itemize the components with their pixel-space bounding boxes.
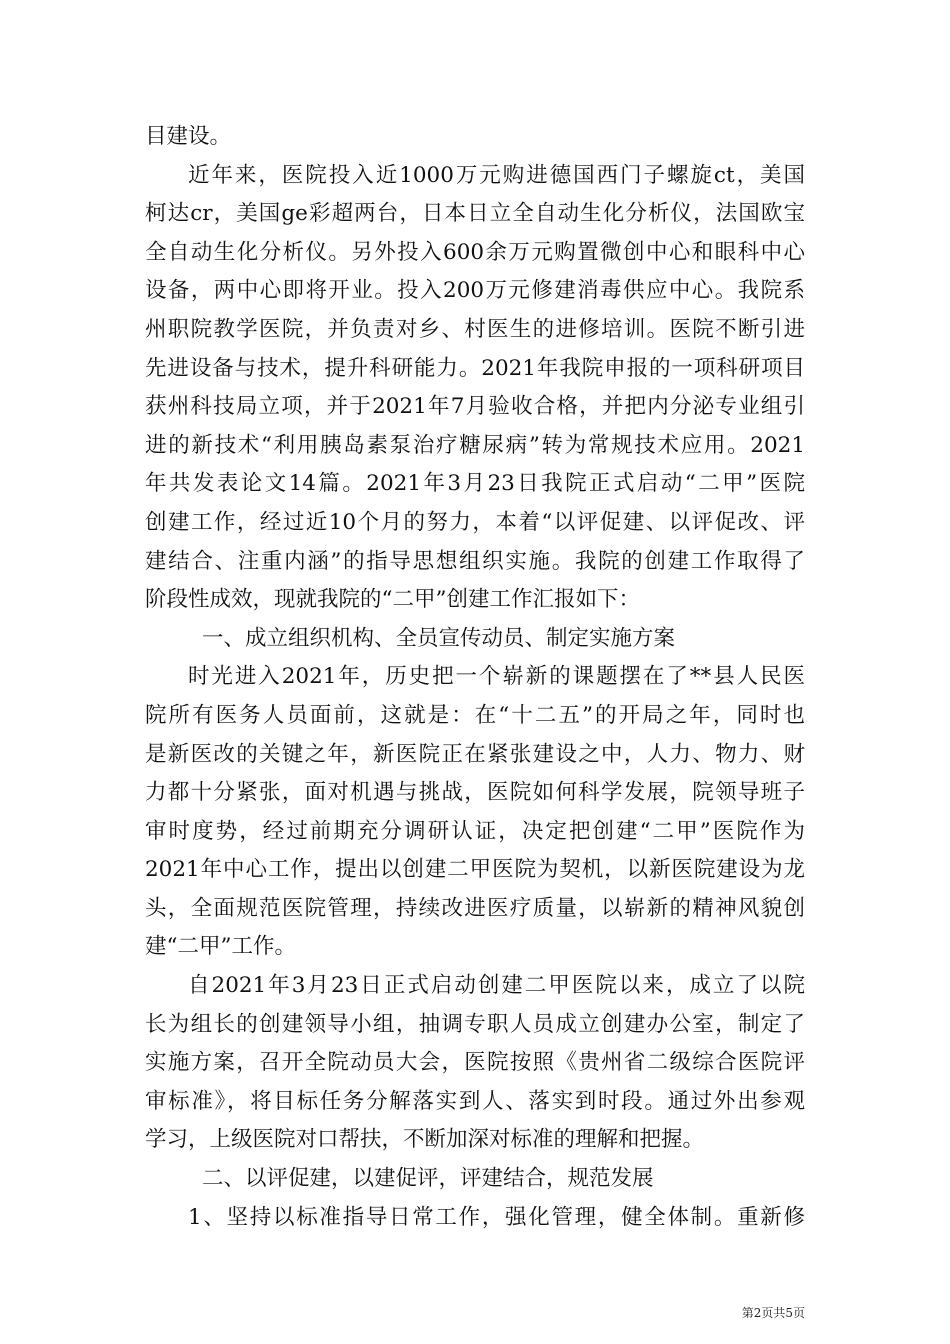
text-line: 院所有医务人员面前，这就是：在“十二五”的开局之年，同时也 <box>145 702 805 728</box>
text-line: 年共发表论文14篇。2021年3月23日我院正式启动“二甲”医院 <box>145 471 805 497</box>
paragraph-start: 自2021年3月23日正式启动创建二甲医院以来，成立了以院 <box>188 973 805 999</box>
text-line: 审时度势，经过前期充分调研认证，决定把创建“二甲”医院作为 <box>145 818 805 844</box>
text-line: 柯达cr，美国ge彩超两台，日本日立全自动生化分析仪，法国欧宝 <box>145 201 805 227</box>
text-line: 力都十分紧张，面对机遇与挑战，医院如何科学发展，院领导班子 <box>145 780 805 806</box>
text-line: 是新医改的关键之年，新医院正在紧张建设之中，人力、物力、财 <box>145 741 805 767</box>
text-line: 全自动生化分析仪。另外投入600余万元购置微创中心和眼科中心 <box>145 239 805 265</box>
text-line: 设备，两中心即将开业。投入200万元修建消毒供应中心。我院系 <box>145 278 805 304</box>
text-line: 获州科技局立项，并于2021年7月验收合格，并把内分泌专业组引 <box>145 394 805 420</box>
text-line: 创建工作，经过近10个月的努力，本着“以评促建、以评促改、评 <box>145 509 805 535</box>
text-line: 长为组长的创建领导小组，抽调专职人员成立创建办公室，制定了 <box>145 1011 805 1037</box>
text-line: 建结合、注重内涵”的指导思想组织实施。我院的创建工作取得了 <box>145 548 805 574</box>
paragraph-start: 时光进入2021年，历史把一个崭新的课题摆在了**县人民医 <box>188 664 805 690</box>
paragraph-start: 1、坚持以标准指导日常工作，强化管理，健全体制。重新修 <box>188 1204 805 1230</box>
text-line: 审标准》，将目标任务分解落实到人、落实到时段。通过外出参观 <box>145 1088 805 1114</box>
paragraph-start: 近年来，医院投入近1000万元购进德国西门子螺旋ct，美国 <box>188 162 805 188</box>
text-line: 学习，上级医院对口帮扶，不断加深对标准的理解和把握。 <box>145 1127 705 1153</box>
text-line: 2021年中心工作，提出以创建二甲医院为契机，以新医院建设为龙 <box>145 857 805 883</box>
section-heading-1: 一、成立组织机构、全员宣传动员、制定实施方案 <box>202 625 676 651</box>
text-line: 阶段性成效，现就我院的“二甲”创建工作汇报如下： <box>145 587 640 613</box>
page-number: 第2页共5页 <box>741 1306 805 1320</box>
text-line: 进的新技术“利用胰岛素泵治疗糖尿病”转为常规技术应用。2021 <box>145 432 805 458</box>
text-line: 先进设备与技术，提升科研能力。2021年我院申报的一项科研项目 <box>145 355 805 381</box>
text-line: 目建设。 <box>145 124 232 149</box>
text-line: 建“二甲”工作。 <box>145 934 296 960</box>
text-line: 头，全面规范医院管理，持续改进医疗质量，以崭新的精神风貌创 <box>145 895 805 921</box>
text-line: 州职院教学医院，并负责对乡、村医生的进修培训。医院不断引进 <box>145 316 805 342</box>
section-heading-2: 二、以评促建，以建促评，评建结合，规范发展 <box>202 1166 654 1192</box>
text-line: 实施方案，召开全院动员大会，医院按照《贵州省二级综合医院评 <box>145 1050 805 1076</box>
document-body <box>145 118 805 1237</box>
